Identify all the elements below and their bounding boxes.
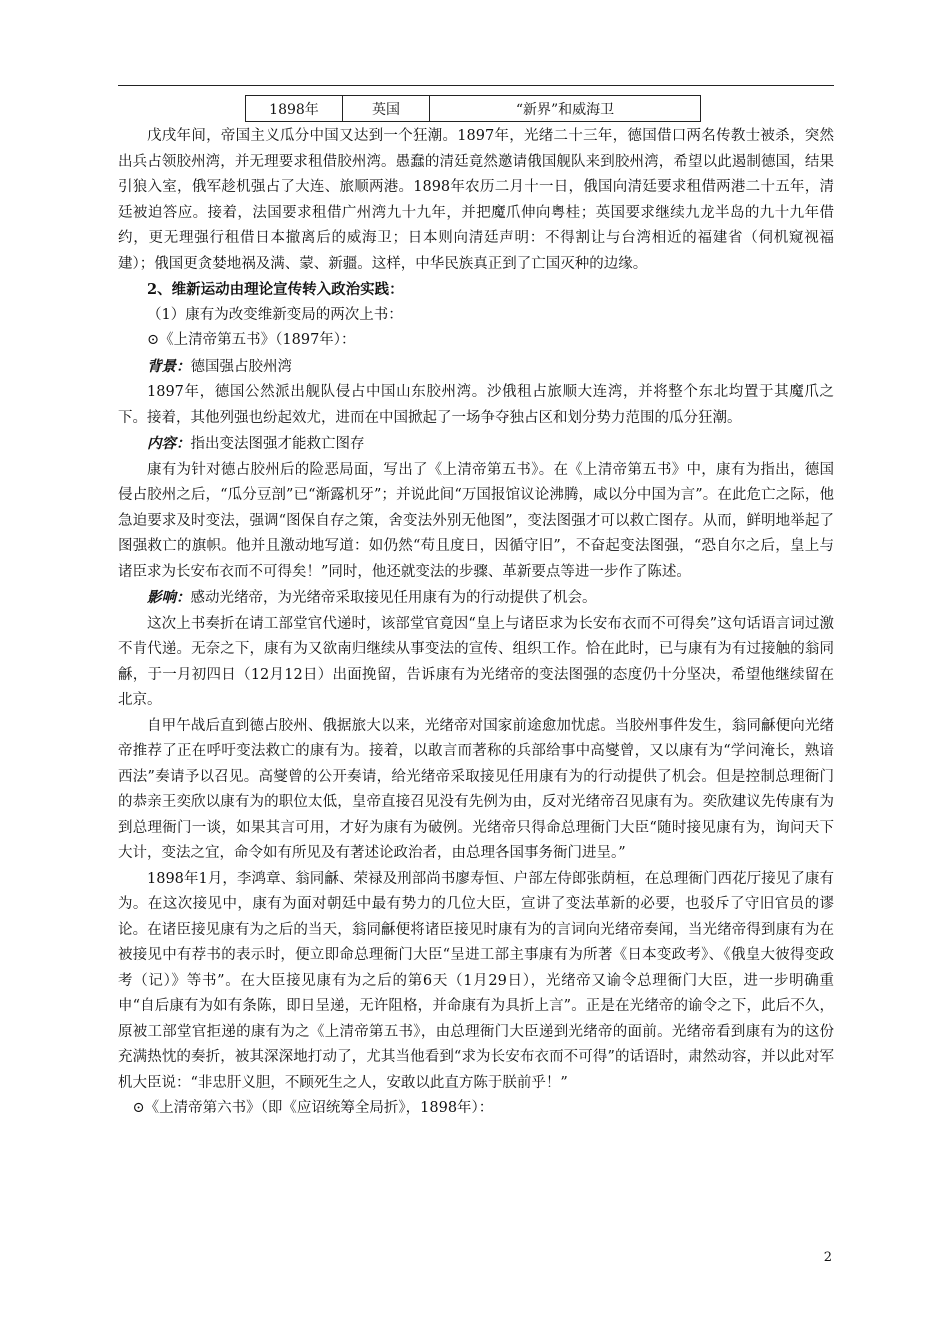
background-text: 德国强占胶州湾	[190, 358, 292, 375]
book5-title: ⊙《上清帝第五书》（1897年）：	[147, 332, 356, 348]
year-cell: 1898年	[246, 96, 343, 122]
content-label: 内容：	[147, 435, 191, 452]
paragraph-1897: 1897年，德国公然派出舰队侵占中国山东胶州湾。沙俄租占旅顺大连湾，并将整个东北均置于其魔爪之下。接着，其他列强也纷起效尤，进而在中国掀起了一场争夺独占区和划分势力范围的瓜分狂潮。	[118, 384, 834, 426]
lease-table	[245, 95, 701, 122]
paragraph-book5: 康有为针对德占胶州后的险恶局面，写出了《上清帝第五书》。在《上清帝第五书》中，康有为指出，德国侵占胶州之后，“瓜分豆剖”已“渐露机牙”；并说此间“万国报馆议论沸腾，咸以分中国为言”。在此危亡之际，他急迫要求及时变法，强调“图保自存之策，舍变法外别无他图”，变法图强才可以救亡图存。从而，鲜明地举起了图强救亡的旗帜。他并且激动地写道：如仍然“苟且度日，因循守旧”，不奋起变法图强，“恐自尔之后，皇上与诸臣求为长安布衣而不可得矣！”同时，他还就变法的步骤、革新要点等进一步作了陈述。	[118, 461, 834, 580]
paragraph-partition: 戊戌年间，帝国主义瓜分中国又达到一个狂潮。1897年，光绪二十三年，德国借口两名传教士被杀，突然出兵占领胶州湾，并无理要求租借胶州湾。愚蠢的清廷竟然邀请俄国舰队来到胶州湾，希望以此遏制德国，结果引狼入室，俄军趁机强占了大连、旅顺两港。1898年农历二月十一日，俄国向清廷要求租借两港二十五年，清廷被迫答应。接着，法国要求租借广州湾九十九年，并把魔爪伸向粤桂；英国要求继续九龙半岛的九十九年借约，更无理强行租借日本撤离后的威海卫；日本则向清廷声明：不得割让与台湾相近的福建省（伺机窥视福建）；俄国更贪婪地祸及满、蒙、新疆。这样，中华民族真正到了亡国灭种的边缘。	[118, 128, 834, 272]
content-text: 指出变法图强才能救亡图存	[190, 436, 365, 452]
book6-title: ⊙《上清帝第六书》（即《应诏统筹全局折》，1898年）：	[132, 1100, 494, 1116]
paragraph-emperor: 自甲午战后直到德占胶州、俄据旅大以来，光绪帝对国家前途愈加忧虑。当胶州事件发生，翁同龢便向光绪帝推荐了正在呼吁变法救亡的康有为。接着，以敢言而著称的兵部给事中高燮曾，又以康有为“学问淹长，熟谙西法”奏请予以召见。高燮曾的公开奏请，给光绪帝采取接见任用康有为的行动提供了机会。但是控制总理衙门的恭亲王奕欣以康有为的职位太低，皇帝直接召见没有先例为由，反对光绪帝召见康有为。奕欣建议先传康有为到总理衙门一谈，如果其言可用，才好为康有为破例。光绪帝只得命总理衙门大臣“随时接见康有为，询问天下大计，变法之宜，命令如有所见及有著述论政治者，由总理各国事务衙门进呈。”	[118, 717, 834, 861]
impact-text: 感动光绪帝，为光绪帝采取接见任用康有为的行动提供了机会。	[190, 590, 597, 606]
page-number: 2	[823, 1250, 832, 1265]
sub-heading: （1）康有为改变维新变局的两次上书：	[147, 306, 403, 323]
paragraph-memorial: 这次上书奏折在请工部堂官代递时，该部堂官竟因“皇上与诸臣求为长安布衣而不可得矣”这句话语言词过激不肯代递。无奈之下，康有为又欲南归继续从事变法的宣传、组织工作。恰在此时，已与康有为有过接触的翁同龢，于一月初四日（12月12日）出面挽留，告诉康有为光绪帝的变法图强的态度仍十分坚决，希望他继续留在北京。	[118, 615, 834, 708]
section-heading: 2、维新运动由理论宣传转入政治实践：	[147, 281, 404, 298]
paragraph-1898: 1898年1月，李鸿章、翁同龢、荣禄及刑部尚书廖寿恒、户部左侍郎张荫桓，在总理衙门西花厅接见了康有为。在这次接见中，康有为面对朝廷中最有势力的几位大臣，宣讲了变法革新的必要，也驳斥了守旧官员的谬论。在诸臣接见康有为之后的当天，翁同龢便将诸臣接见时康有为的言词向光绪帝奏闻，当光绪帝得到康有为在被接见中有荐书的表示时，便立即命总理衙门大臣“呈进工部主事康有为所著《日本变政考》、《俄皇大彼得变政考（记）》等书”。在大臣接见康有为之后的第6天（1月29日），光绪帝又谕令总理衙门大臣，进一步明确重申“自后康有为如有条陈，即日呈递，无许阻格，并命康有为具折上言”。正是在光绪帝的谕令之下，此后不久，原被工部堂官拒递的康有为之《上清帝第五书》，由总理衙门大臣递到光绪帝的面前。光绪帝看到康有为的这份充满热忱的奏折，被其深深地打动了，尤其当他看到“求为长安布衣而不可得”的话语时，肃然动容，并以此对军机大臣说：“非忠肝义胆，不顾死生之人，安敢以此直方陈于朕前乎！”	[118, 870, 834, 1091]
background-line	[118, 354, 834, 381]
country-cell: 英国	[343, 96, 430, 122]
table-row	[246, 96, 701, 122]
impact-label: 影响：	[147, 589, 191, 606]
background-label: 背景：	[147, 357, 191, 375]
impact-line	[118, 585, 834, 612]
header-rule	[118, 85, 834, 86]
document-body	[118, 124, 834, 1122]
content-line	[118, 431, 834, 458]
territory-cell: “新界”和威海卫	[430, 96, 701, 122]
